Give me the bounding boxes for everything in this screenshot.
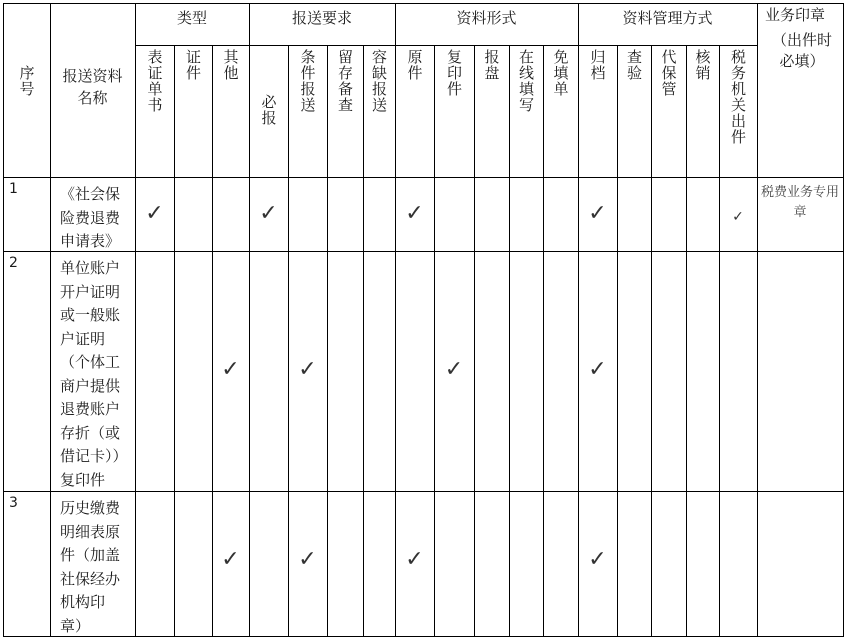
header-col-mgmt_cols-3 [686, 45, 719, 177]
header-seal-label: 业务印章 [765, 6, 826, 24]
check-mark: ✓ [221, 547, 240, 572]
col-rule [174, 45, 175, 637]
header-col-type_cols-2 [212, 45, 249, 177]
col-rule [509, 45, 510, 637]
col-rule [719, 45, 720, 637]
header-seal-note: （出件时必填） [771, 31, 832, 70]
header-col-label: 表证单书 [145, 49, 164, 113]
header-col-mgmt_cols-0 [578, 45, 617, 177]
check-mark: ✓ [444, 357, 464, 382]
header-col-label: 留存备查 [336, 49, 354, 113]
header-col-label: 归档 [588, 49, 607, 81]
col-rule [135, 3, 136, 637]
table-row-seal [757, 251, 843, 491]
header-col-mgmt_cols-4 [719, 45, 757, 177]
header-col-label: 条件报送 [298, 49, 317, 113]
header-col-form_cols-0 [395, 45, 434, 177]
col-rule [363, 45, 364, 637]
check-mark: ✓ [588, 547, 607, 572]
header-mgmt-group: 资料管理方式 [622, 9, 713, 27]
check-mark: ✓ [405, 201, 424, 226]
col-rule [757, 3, 758, 637]
table-row-name: 历史缴费明细表原件（加盖社保经办机构印章） [60, 499, 121, 635]
check-mark: ✓ [405, 547, 424, 572]
col-rule [249, 3, 250, 637]
header-form-group: 资料形式 [456, 9, 517, 27]
check-mark: ✓ [732, 209, 744, 225]
header-seal [757, 3, 843, 177]
col-rule [543, 45, 544, 637]
header-col-label: 税务机关出件 [729, 49, 747, 145]
header-col-form_cols-2 [474, 45, 509, 177]
table-row-name: 《社会保险费退费申请表》 [60, 185, 121, 250]
table-row-seal [757, 491, 843, 636]
check-mark: ✓ [298, 547, 317, 572]
header-col-req_cols-1 [288, 45, 327, 177]
header-col-form_cols-3 [509, 45, 543, 177]
header-type-group: 类型 [176, 9, 207, 27]
header-col-form_cols-4 [543, 45, 578, 177]
header-col-label: 报盘 [482, 49, 501, 81]
header-col-label: 查验 [625, 49, 643, 81]
col-rule [474, 45, 475, 637]
header-col-req_cols-0 [249, 45, 288, 177]
header-col-label: 其他 [221, 49, 240, 81]
check-mark: ✓ [588, 201, 607, 226]
header-req-group: 报送要求 [291, 9, 352, 27]
col-rule [843, 3, 844, 637]
check-mark: ✓ [588, 357, 607, 382]
col-rule [50, 3, 51, 637]
col-rule [686, 45, 687, 637]
header-col-req_cols-3 [363, 45, 395, 177]
row-rule [3, 251, 844, 252]
group-rule [135, 45, 757, 46]
header-col-label: 免填单 [551, 49, 570, 97]
header-col-label: 代保管 [659, 49, 678, 97]
header-col-label: 必报 [259, 94, 278, 126]
col-rule [617, 45, 618, 637]
col-rule [3, 3, 4, 637]
table-top-rule [3, 3, 844, 4]
col-rule [212, 45, 213, 637]
header-seq-label: 序号 [17, 65, 36, 97]
header-col-label: 证件 [184, 49, 202, 81]
header-col-label: 容缺报送 [370, 49, 388, 113]
table-row-name: 单位账户开户证明或一般账户证明（个体工商户提供退费账户存折（或借记卡））复印件 [60, 259, 121, 489]
check-mark: ✓ [259, 201, 278, 226]
col-rule [578, 3, 579, 637]
header-col-label: 核销 [693, 49, 712, 81]
check-mark: ✓ [221, 357, 240, 382]
header-col-label: 在线填写 [517, 49, 535, 113]
row-rule [3, 491, 844, 492]
col-rule [651, 45, 652, 637]
table-row-seal: 税费业务专用章 [760, 185, 839, 220]
header-col-type_cols-1 [174, 45, 212, 177]
check-mark: ✓ [145, 201, 164, 226]
row-rule [3, 177, 844, 178]
col-rule [434, 45, 435, 637]
col-rule [395, 3, 396, 637]
header-col-mgmt_cols-1 [617, 45, 651, 177]
table-row-seq: 3 [9, 495, 18, 511]
table-row-seq: 2 [9, 255, 18, 271]
header-name-label: 报送资料名称 [62, 67, 123, 107]
header-col-label: 复印件 [445, 49, 463, 97]
header-name [50, 3, 135, 177]
check-mark: ✓ [298, 357, 317, 382]
header-col-type_cols-0 [135, 45, 174, 177]
header-col-req_cols-2 [327, 45, 363, 177]
table-row-seq: 1 [9, 181, 18, 197]
col-rule [327, 45, 328, 637]
table-bottom-rule [3, 636, 844, 637]
col-rule [288, 45, 289, 637]
header-seq [3, 3, 50, 177]
header-col-label: 原件 [405, 49, 424, 81]
header-col-mgmt_cols-2 [651, 45, 686, 177]
header-col-form_cols-1 [434, 45, 474, 177]
